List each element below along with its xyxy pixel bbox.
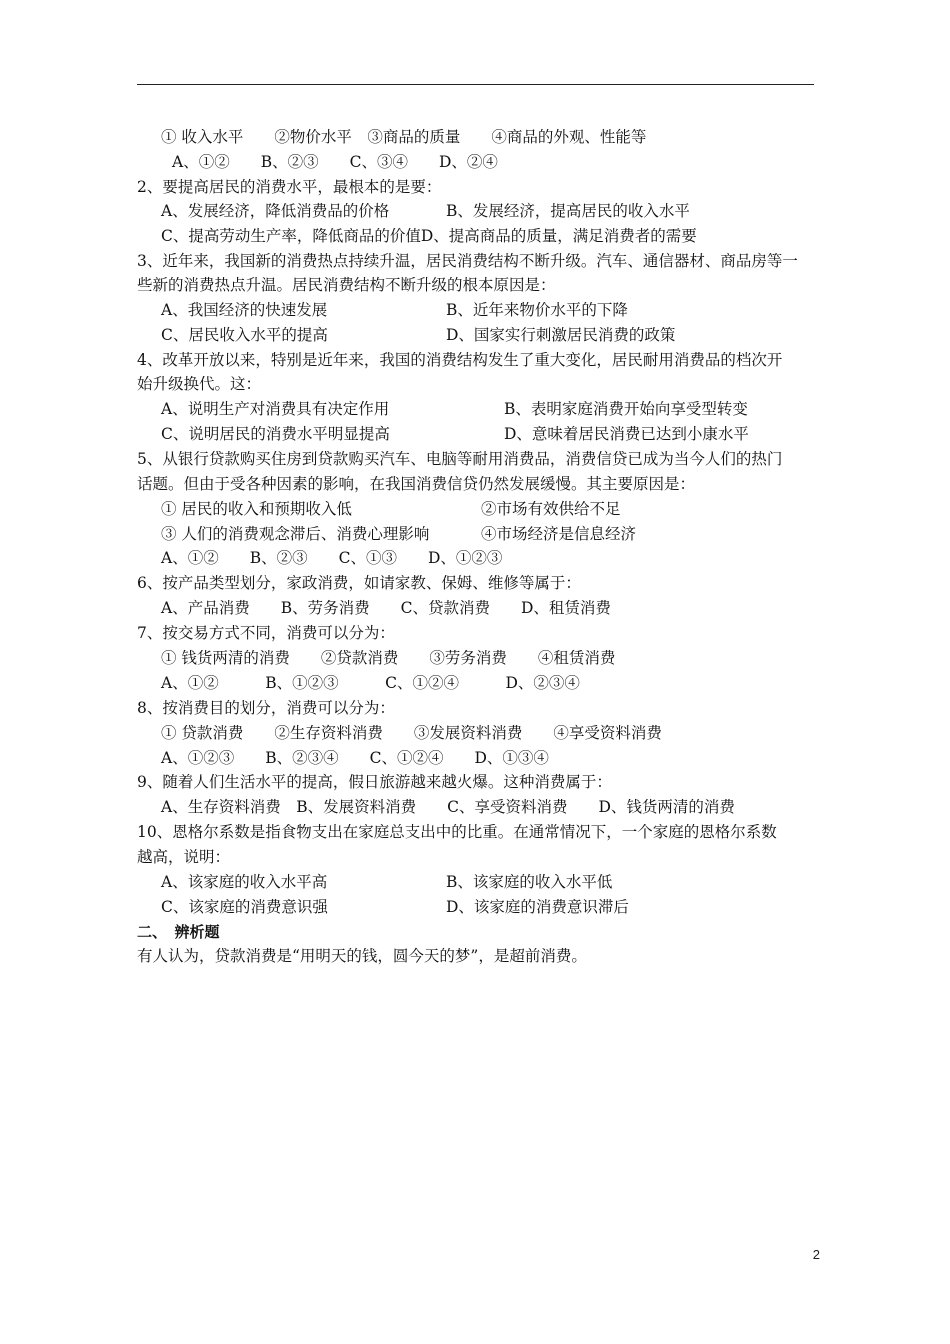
q3-option-a: A、我国经济的快速发展 (161, 301, 328, 319)
essay-prompt: 有人认为，贷款消费是“用明天的钱，圆今天的梦”，是超前消费。 (137, 947, 587, 965)
question-5-line-1: 5、从银行贷款购买住房到贷款购买汽车、电脑等耐用消费品，消费信贷已成为当今人们的热门 (137, 450, 783, 468)
q10-option-a: A、该家庭的收入水平高 (161, 873, 328, 891)
page-number: 2 (812, 1247, 820, 1262)
q2-options-ab (161, 200, 841, 222)
q2-option-a: A、发展经济，降低消费品的价格 (161, 202, 390, 220)
q10-options-ab (161, 871, 841, 893)
q1-answers: A、①② B、②③ C、③④ D、②④ (172, 153, 498, 171)
q4-options-ab (161, 398, 841, 420)
q6-answers: A、产品消费 B、劳务消费 C、贷款消费 D、租赁消费 (161, 599, 611, 617)
q7-answers: A、①② B、①②③ C、①②④ D、②③④ (161, 674, 580, 692)
q5-option-4: ④市场经济是信息经济 (481, 525, 637, 543)
header-rule (137, 84, 814, 85)
q5-option-2: ②市场有效供给不足 (481, 500, 621, 518)
q3-option-d: D、国家实行刺激居民消费的政策 (446, 326, 676, 344)
q1-options: ① 收入水平 ②物价水平 ③商品的质量 ④商品的外观、性能等 (161, 128, 647, 146)
question-4-line-2: 始升级换代。这： (137, 375, 262, 393)
q7-options: ① 钱货两清的消费 ②贷款消费 ③劳务消费 ④租赁消费 (161, 649, 616, 667)
q3-options-cd (161, 324, 841, 346)
q5-option-3: ③ 人们的消费观念滞后、消费心理影响 (161, 525, 430, 543)
q4-option-b: B、表明家庭消费开始向享受型转变 (504, 400, 748, 418)
q5-options-34 (161, 523, 841, 545)
question-3-line-1: 3、近年来，我国新的消费热点持续升温，居民消费结构不断升级。汽车、通信器材、商品房等一 (137, 252, 798, 270)
q2-option-b: B、发展经济，提高居民的收入水平 (446, 202, 690, 220)
q8-answers: A、①②③ B、②③④ C、①②④ D、①③④ (161, 749, 549, 767)
question-3-line-2: 些新的消费热点升温。居民消费结构不断升级的根本原因是： (137, 276, 556, 294)
q8-options: ① 贷款消费 ②生存资料消费 ③发展资料消费 ④享受资料消费 (161, 724, 662, 742)
q4-options-cd (161, 423, 841, 445)
q3-option-c: C、居民收入水平的提高 (161, 326, 328, 344)
question-10-line-1: 10、恩格尔系数是指食物支出在家庭总支出中的比重。在通常情况下，一个家庭的恩格尔系数 (137, 823, 777, 841)
q10-option-c: C、该家庭的消费意识强 (161, 898, 328, 916)
question-6: 6、按产品类型划分，家政消费，如请家教、保姆、维修等属于： (137, 574, 581, 592)
q5-option-1: ① 居民的收入和预期收入低 (161, 500, 352, 518)
question-4-line-1: 4、改革开放以来，特别是近年来，我国的消费结构发生了重大变化，居民耐用消费品的档次开 (137, 351, 783, 369)
q2-options-cd: C、提高劳动生产率，降低商品的价值D、提高商品的质量，满足消费者的需要 (161, 227, 697, 245)
question-7: 7、按交易方式不同，消费可以分为： (137, 624, 395, 642)
q4-option-d: D、意味着居民消费已达到小康水平 (504, 425, 749, 443)
question-5-line-2: 话题。但由于受各种因素的影响，在我国消费信贷仍然发展缓慢。其主要原因是： (137, 475, 696, 493)
q3-option-b: B、近年来物价水平的下降 (446, 301, 628, 319)
q10-options-cd (161, 896, 841, 918)
q10-option-d: D、该家庭的消费意识滞后 (446, 898, 629, 916)
q9-answers: A、生存资料消费 B、发展资料消费 C、享受资料消费 D、钱货两清的消费 (161, 798, 735, 816)
q10-option-b: B、该家庭的收入水平低 (446, 873, 613, 891)
section-2-heading: 二、 辨析题 (137, 923, 220, 941)
question-8: 8、按消费目的划分，消费可以分为： (137, 699, 395, 717)
q4-option-c: C、说明居民的消费水平明显提高 (161, 425, 390, 443)
q5-answers: A、①② B、②③ C、①③ D、①②③ (161, 549, 503, 567)
q4-option-a: A、说明生产对消费具有决定作用 (161, 400, 390, 418)
question-9: 9、随着人们生活水平的提高，假日旅游越来越火爆。这种消费属于： (137, 773, 612, 791)
question-2: 2、要提高居民的消费水平，最根本的是要： (137, 178, 442, 196)
question-10-line-2: 越高，说明： (137, 848, 231, 866)
q3-options-ab (161, 299, 841, 321)
q5-options-12 (161, 498, 841, 520)
